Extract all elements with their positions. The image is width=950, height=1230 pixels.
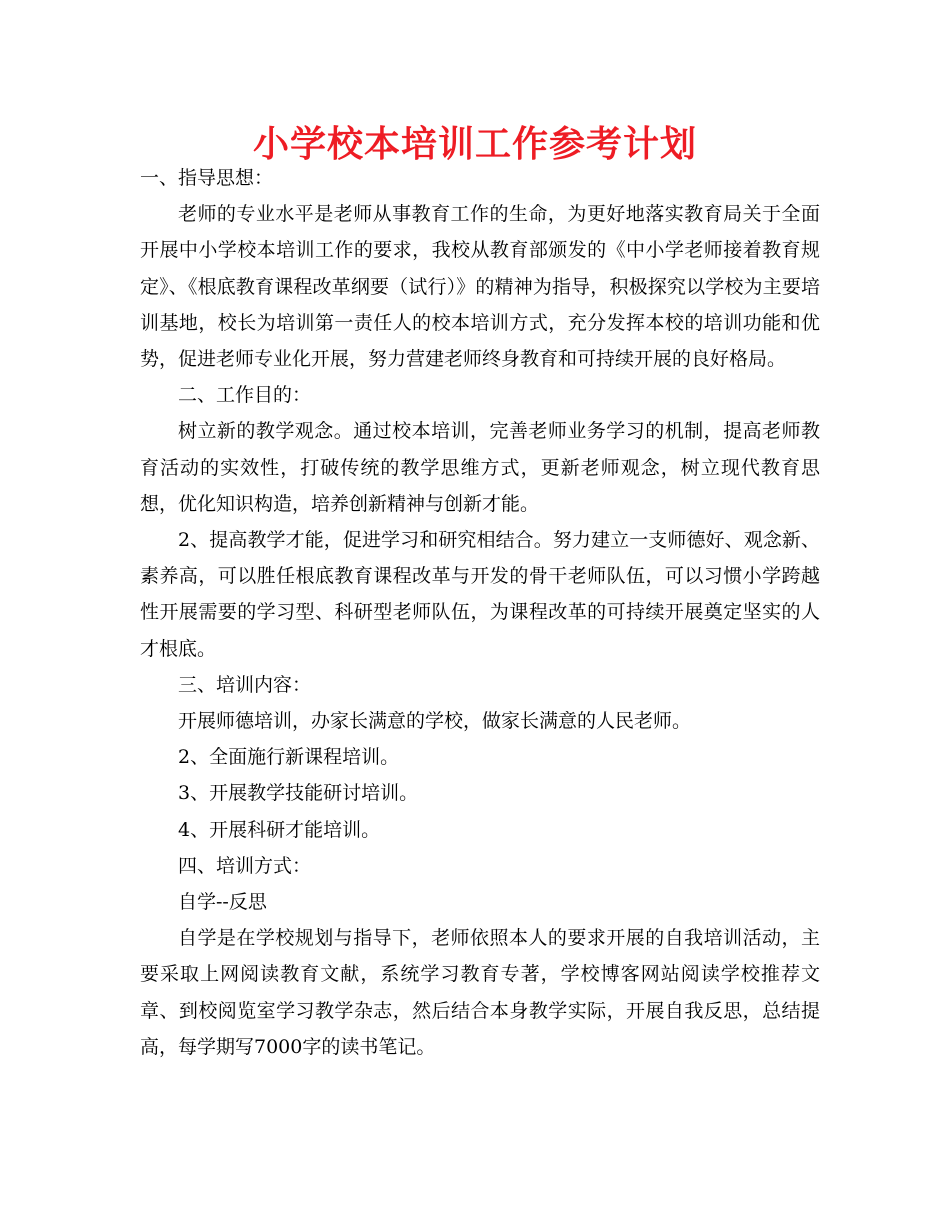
document-title: 小学校本培训工作参考计划 (252, 124, 697, 165)
paragraph-guiding-thought: 老师的专业水平是老师从事教育工作的生命，为更好地落实教育局关于全面开展中小学校本培训工作的要求，我校从教育部颁发的《中小学老师接着教育规定》、《根底教育课程改革纲要（试行）》的精神为指导，积极探究以学校为主要培训基地，校长为培训第一责任人的校本培训方式，充分发挥本校的培训功能和优势，促进老师专业化开展，努力营建老师终身教育和可持续开展的良好格局。 (140, 203, 820, 371)
content-item-2: 2、全面施行新课程培训。 (178, 746, 400, 769)
section-heading-training-content: 三、培训内容： (178, 673, 312, 696)
content-item-3: 3、开展教学技能研讨培训。 (178, 782, 419, 805)
section-heading-guiding-thought: 一、指导思想： (140, 167, 274, 189)
document-body (140, 160, 820, 1065)
paragraph-self-study: 自学是在学校规划与指导下，老师依照本人的要求开展的自我培训活动，主要采取上网阅读教育文献，系统学习教育专著，学校博客网站阅读学校推荐文章、到校阅览室学习教学杂志，然后结合本身教学实际，开展自我反思，总结提高，每学期写7000字的读书笔记。 (140, 927, 820, 1058)
section-heading-training-method: 四、培训方式： (178, 854, 312, 877)
section-heading-work-goal: 二、工作目的： (178, 384, 312, 407)
content-item-4: 4、开展科研才能培训。 (178, 818, 381, 841)
paragraph-goal-2: 2、提高教学才能，促进学习和研究相结合。努力建立一支师德好、观念新、素养高，可以胜任根底教育课程改革与开发的骨干老师队伍，可以习惯小学跨越性开展需要的学习型、科研型老师队伍，为课程改革的可持续开展奠定坚实的人才根底。 (140, 529, 820, 660)
paragraph-goal-1: 树立新的教学观念。通过校本培训，完善老师业务学习的机制，提高老师教育活动的实效性，打破传统的教学思维方式，更新老师观念，树立现代教育思想，优化知识构造，培养创新精神与创新才能。 (140, 420, 820, 515)
content-item-1: 开展师德培训，办家长满意的学校，做家长满意的人民老师。 (178, 710, 692, 733)
subheading-self-study: 自学--反思 (178, 891, 267, 914)
